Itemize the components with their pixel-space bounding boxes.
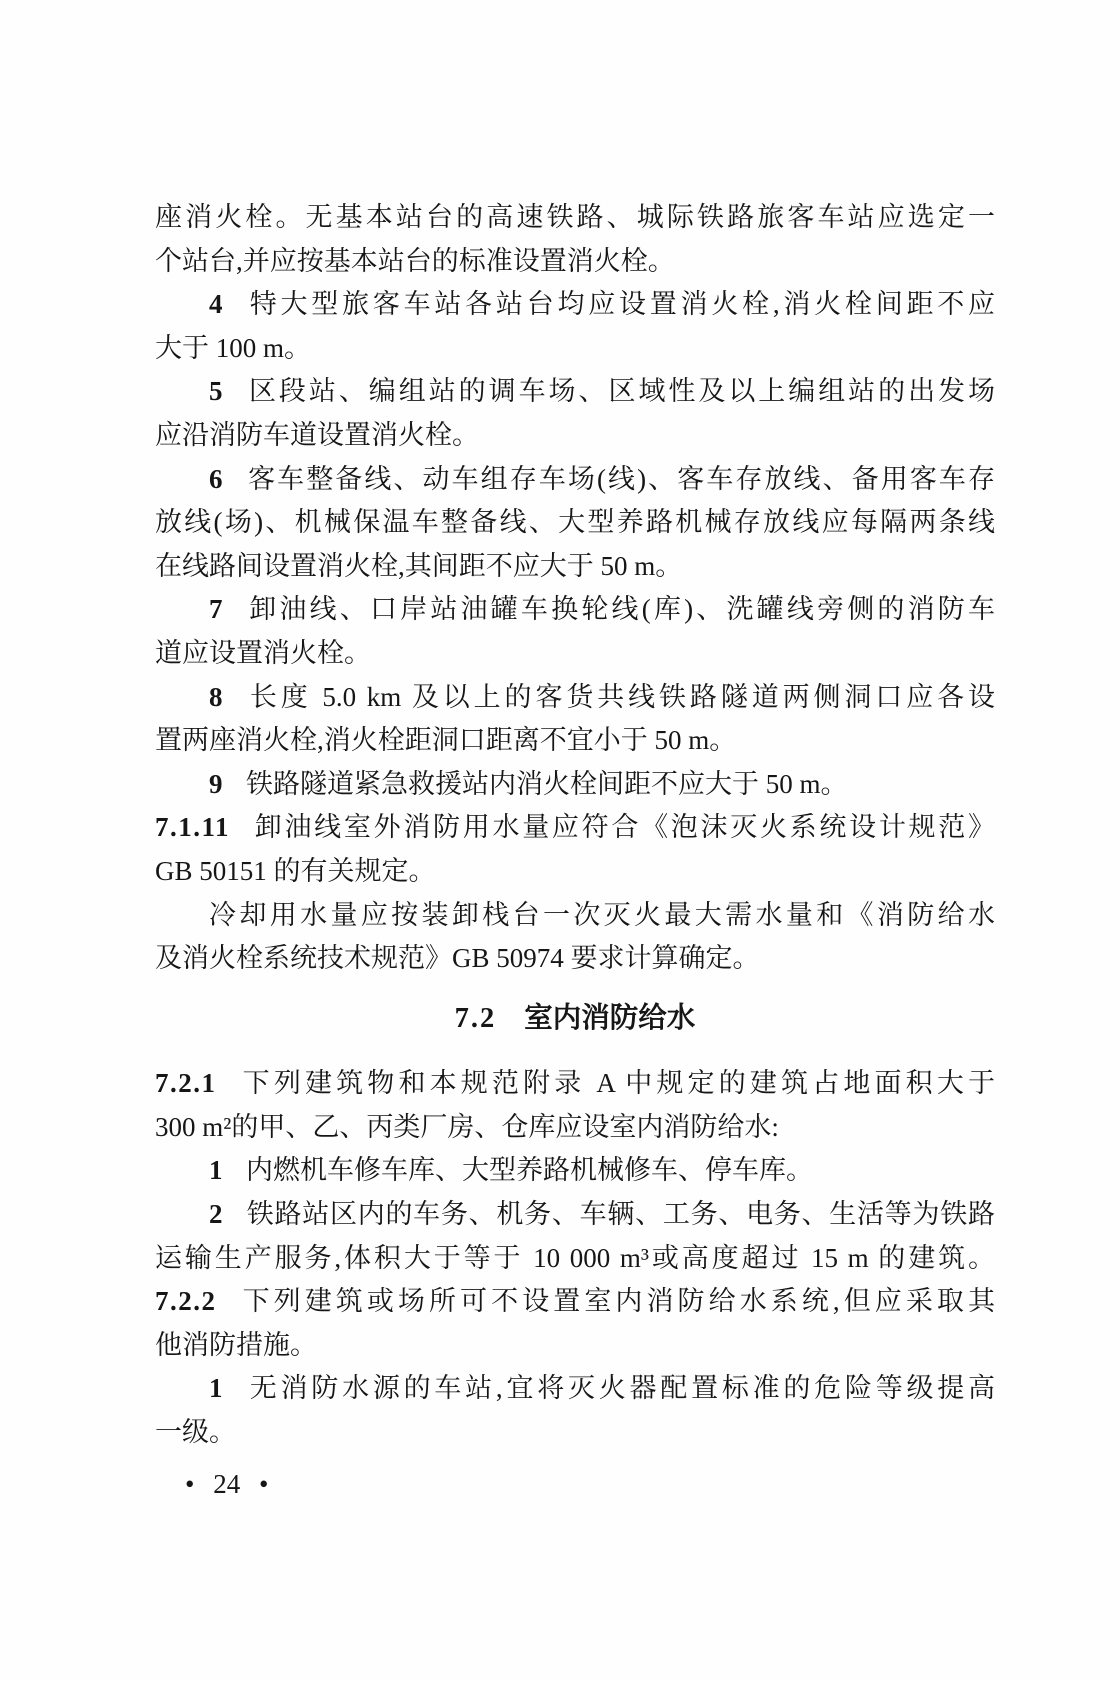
text-line [155, 806, 995, 850]
item-number: 4 [209, 289, 224, 320]
line-text: 铁路隧道紧急救援站内消火栓间距不应大于 50 m。 [246, 768, 848, 799]
text-line [155, 1106, 995, 1150]
text-line [155, 1149, 995, 1193]
text-line [155, 937, 995, 981]
item-number: 2 [209, 1199, 224, 1230]
line-text: 客车整备线、动车组存车场(线)、客车存放线、备用客车存 [246, 463, 995, 494]
line-text: 在线路间设置消火栓,其间距不应大于 50 m。 [155, 550, 683, 581]
clause-lines-bottom [155, 1062, 995, 1454]
line-text: 大于 100 m。 [155, 332, 312, 363]
line-text: 道应设置消火栓。 [155, 637, 371, 668]
page-number: • 24 • [185, 1468, 269, 1499]
line-text: 放线(场)、机械保温车整备线、大型养路机械存放线应每隔两条线 [155, 507, 995, 538]
line-text: 长度 5.0 km 及以上的客货共线铁路隧道两侧洞口应各设 [246, 681, 995, 712]
text-line [155, 1237, 995, 1281]
text-line [155, 1062, 995, 1106]
section-number: 7.2 [454, 1002, 497, 1034]
line-text: 座消火栓。无基本站台的高速铁路、城际铁路旅客车站应选定一 [155, 202, 995, 232]
line-text: 运输生产服务,体积大于等于 10 000 m³或高度超过 15 m 的建筑。 [155, 1242, 995, 1273]
line-text: 及消火栓系统技术规范》GB 50974 要求计算确定。 [155, 943, 760, 974]
line-text: 置两座消火栓,消火栓距洞口距离不宜小于 50 m。 [155, 725, 737, 756]
line-text: 个站台,并应按基本站台的标准设置消火栓。 [155, 245, 675, 276]
section-title: 室内消防给水 [524, 1002, 696, 1034]
text-line [155, 894, 995, 938]
item-number: 5 [209, 376, 224, 407]
document-page [155, 196, 995, 1504]
line-text: 铁路站区内的车务、机务、车辆、工务、电务、生活等为铁路 [246, 1199, 995, 1230]
text-line [155, 1324, 995, 1368]
item-number: 1 [209, 1373, 224, 1404]
line-text: GB 50151 的有关规定。 [155, 855, 436, 886]
clause-lines-top [155, 196, 995, 981]
text-line [155, 1411, 995, 1455]
text-line [155, 1193, 995, 1237]
item-number: 6 [209, 463, 224, 494]
text-line [155, 588, 995, 632]
line-text: 他消防措施。 [155, 1329, 317, 1360]
line-text: 特大型旅客车站各站台均应设置消火栓,消火栓间距不应 [246, 289, 995, 320]
line-text: 冷却用水量应按装卸栈台一次灭火最大需水量和《消防给水 [209, 899, 995, 930]
text-line [155, 327, 995, 371]
line-text: 卸油线室外消防用水量应符合《泡沫灭火系统设计规范》 [252, 812, 995, 843]
text-line [155, 240, 995, 284]
line-text: 无消防水源的车站,宜将灭火器配置标准的危险等级提高 [246, 1373, 995, 1404]
clause-number: 7.2.2 [155, 1286, 217, 1317]
line-text: 内燃机车修车库、大型养路机械修车、停车库。 [246, 1155, 813, 1186]
text-line [155, 370, 995, 414]
text-line [155, 1367, 995, 1411]
text-line [155, 501, 995, 545]
text-line [155, 196, 995, 240]
section-heading [155, 997, 995, 1041]
line-text: 卸油线、口岸站油罐车换轮线(库)、洗罐线旁侧的消防车 [246, 594, 995, 625]
text-line [155, 850, 995, 894]
text-line [155, 1280, 995, 1324]
line-text: 下列建筑物和本规范附录 A 中规定的建筑占地面积大于 [238, 1068, 995, 1099]
item-number: 7 [209, 594, 224, 625]
line-text: 一级。 [155, 1417, 236, 1448]
item-number: 8 [209, 681, 224, 712]
text-line [155, 414, 995, 458]
line-text: 下列建筑或场所可不设置室内消防给水系统,但应采取其 [238, 1286, 995, 1317]
text-line [155, 763, 995, 807]
clause-number: 7.1.11 [155, 812, 231, 843]
line-text: 300 m²的甲、乙、丙类厂房、仓库应设室内消防给水: [155, 1111, 779, 1142]
text-line [155, 632, 995, 676]
text-line [155, 545, 995, 589]
clause-number: 7.2.1 [155, 1068, 217, 1099]
line-text: 区段站、编组站的调车场、区域性及以上编组站的出发场 [246, 376, 995, 407]
item-number: 9 [209, 768, 224, 799]
text-line [155, 283, 995, 327]
text-line [155, 719, 995, 763]
text-line [155, 458, 995, 502]
text-line [155, 676, 995, 720]
line-text: 应沿消防车道设置消火栓。 [155, 419, 479, 450]
item-number: 1 [209, 1155, 224, 1186]
